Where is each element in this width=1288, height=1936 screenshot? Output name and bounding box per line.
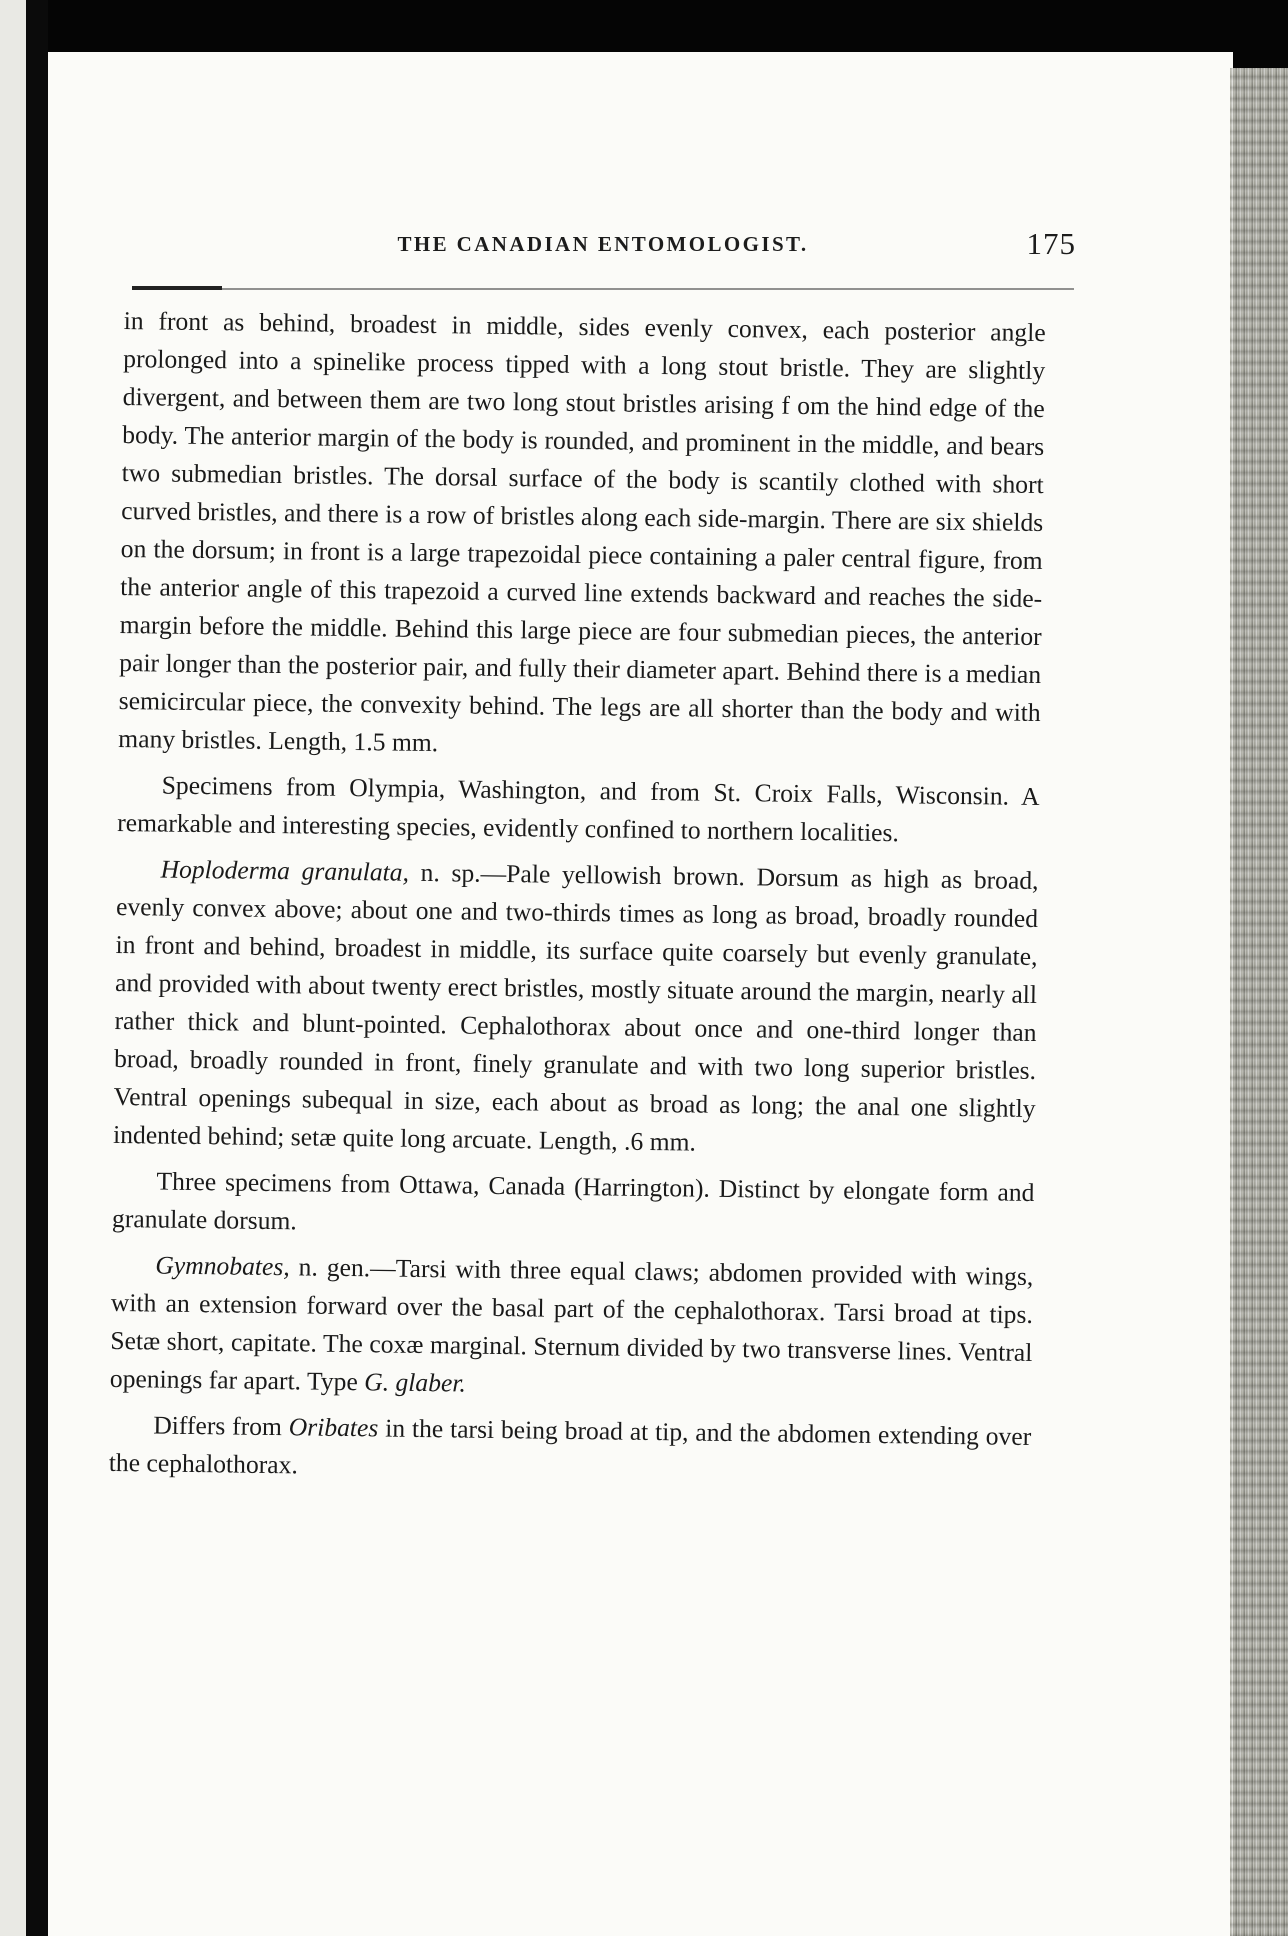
genus-description: n. gen.—Tarsi with three equal claws; abdomen provided with wings, with an extension forward over the basal part of the cephalothorax. Tarsi broad at tips. Setæ short, capitate. The coxæ marginal. Sternum divided by two transverse lines. Ventral openings far apart. Type [109,1252,1034,1397]
page-stack-edges [1230,68,1288,1936]
header-rule [132,288,1074,290]
paragraph-gymnobates [110,1246,1034,1410]
book-gutter [26,0,48,1936]
genus-name-oribates: Oribates [288,1412,379,1443]
type-species: G. glaber. [364,1367,467,1398]
species-description: n. sp.—Pale yellowish brown. Dorsum as high as broad, evenly convex above; about one and two-thirds times as long as broad, broadly rounded in front and behind, broadest in middle, its surface quite coarsely but evenly granulate, and provided with about twenty erect bristles, mostly situate around the margin, nearly all rather thick and blunt-pointed. Cephalothorax about once and one-third longer than broad, broadly rounded in front, finely granulate and with two long superior bristles. Ventral openings subequal in size, each about as broad as long; the anal one slightly indented behind; setæ quite long arcuate. Length, .6 mm. [112,857,1039,1157]
paragraph-specimens-ottawa: Three specimens from Ottawa, Canada (Harrington). Distinct by elongate form and granulate dorsum. [111,1166,1035,1236]
differs-text-before: Differs from [153,1410,289,1442]
running-header [130,222,1076,262]
facing-page-edge [0,0,26,1936]
paragraph-description-continued: in front as behind, broadest in middle, sides evenly convex, each posterior angle prolonged into a spinelike process tipped with a long stout bristle. They are slightly divergent, and between them are two long stout bristles arising f om the hind edge of the body. The anterior margin of the body is rounded, and prominent in the middle, and bears two submedian bristles. The dorsal surface of the body is scantily clothed with short curved bristles, and there is a row of bristles along each side-margin. There are six shields on the dorsum; in front is a large trapezoidal piece containing a paler central figure, from the anterior angle of this trapezoid a curved line extends backward and reaches the side-margin before the middle. Behind this large piece are four submedian pieces, the anterior pair longer than the posterior pair, and fully their diameter apart. Behind there is a median semicircular piece, the convexity behind. The legs are all shorter than the body and with many bristles. Length, 1.5 mm. [118,305,1046,758]
genus-name-gymnobates: Gymnobates, [155,1250,290,1282]
body-text [109,302,1046,1494]
paragraph-specimens-olympia: Specimens from Olympia, Washington, and from St. Croix Falls, Wisconsin. A remarkable and interesting species, evidently confined to northern localities. [116,770,1040,848]
paragraph-hoploderma-granulata [113,850,1039,1166]
differs-text-after: in the tarsi being broad at tip, and the abdomen extending over the cephalothorax. [108,1413,1032,1480]
header-rule-dash [132,286,222,290]
paragraph-differs-from-oribates [109,1406,1032,1494]
page-number: 175 [1026,226,1076,261]
running-title: THE CANADIAN ENTOMOLOGIST. [397,232,809,256]
species-name-hoploderma: Hoploderma granulata, [160,854,410,887]
